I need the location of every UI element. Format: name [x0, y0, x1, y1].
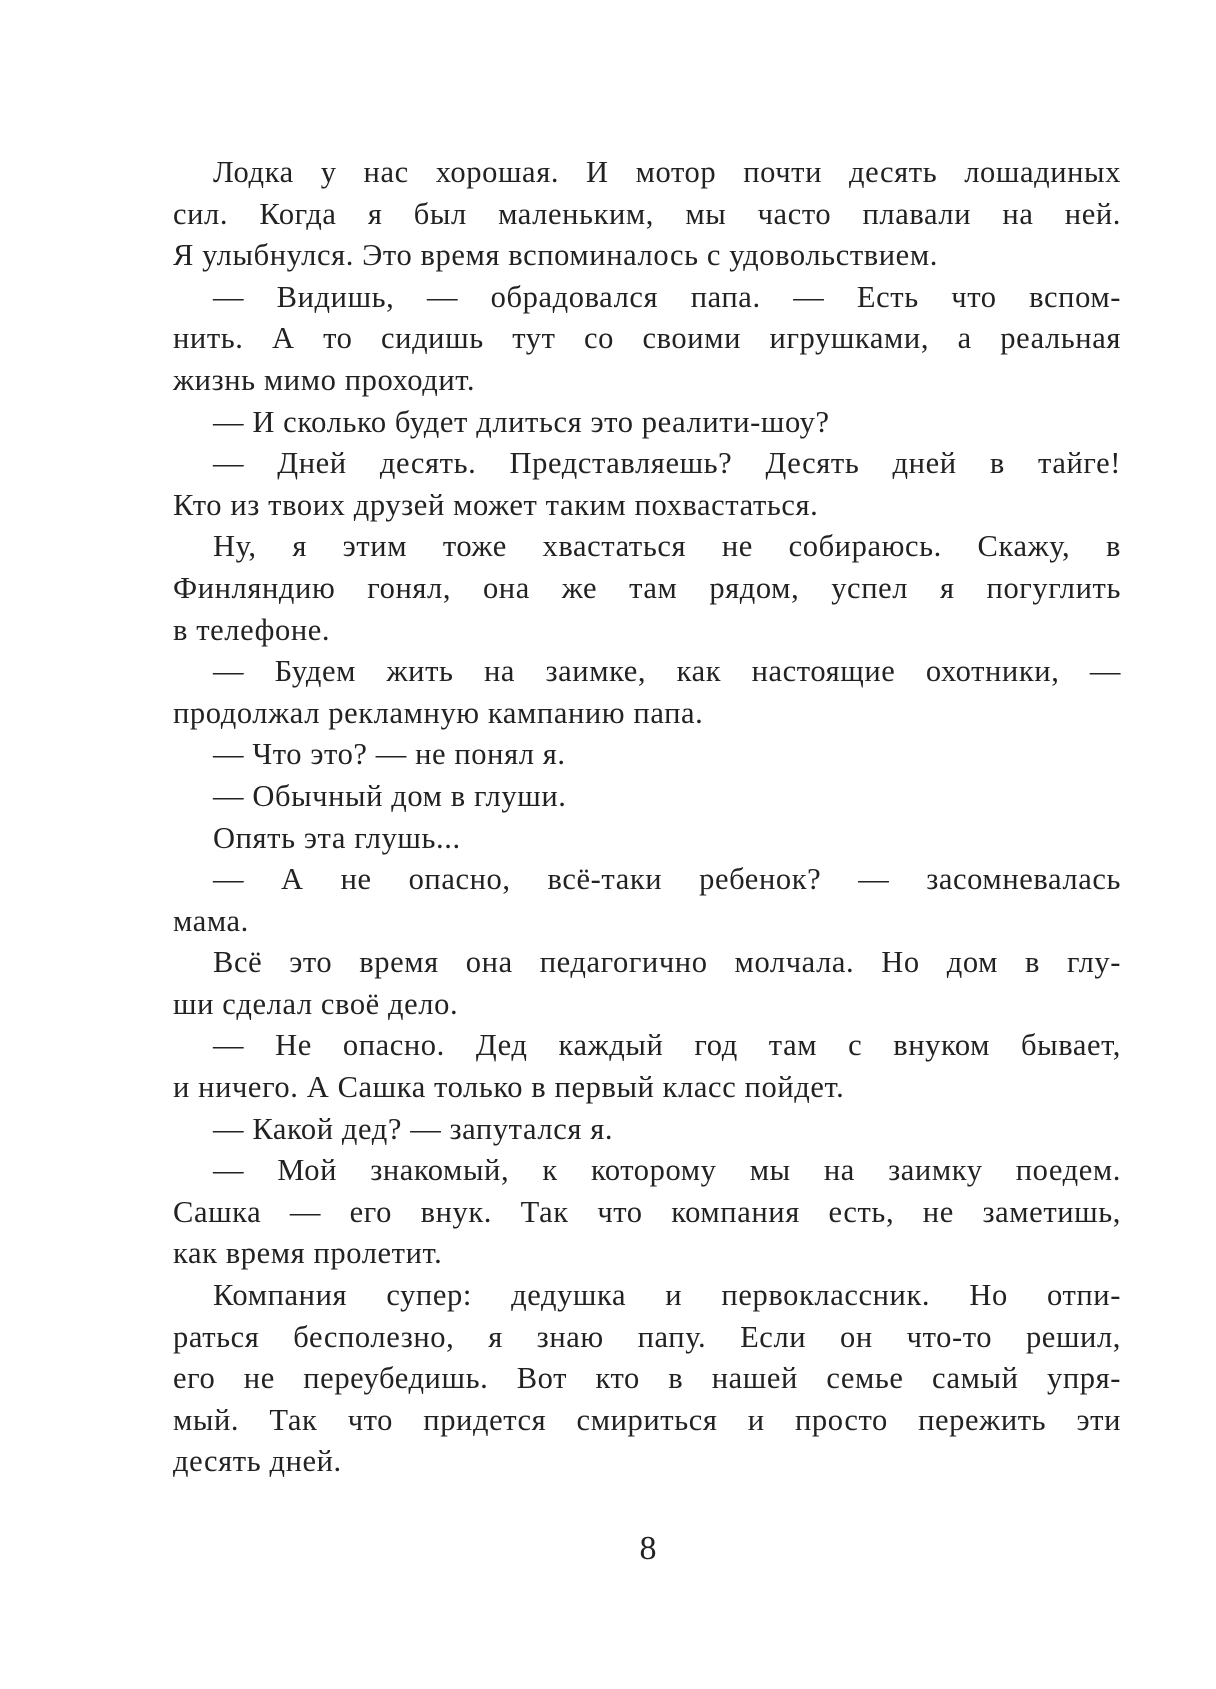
text-line: как время пролетит.	[173, 1236, 443, 1271]
text-line: — Дней десять. Представляешь? Десять дней в тайге!	[213, 446, 1121, 481]
text-line: Опять эта глушь...	[213, 820, 461, 855]
text-line: Финляндию гонял, она же там рядом, успел я погуглить	[173, 570, 1121, 605]
text-line: мама.	[173, 903, 249, 938]
text-line: Кто из твоих друзей может таким похвастаться.	[173, 487, 819, 522]
text-line: и ничего. А Сашка только в первый класс пойдет.	[173, 1070, 845, 1105]
text-line: Лодка у нас хорошая. И мотор почти десять лошадиных	[213, 155, 1121, 189]
text-line: Ну, я этим тоже хвастаться не собираюсь. Скажу, в	[213, 529, 1121, 564]
text-line: жизнь мимо проходит.	[173, 362, 476, 397]
text-line: — А не опасно, всё-таки ребенок? — засомневалась	[213, 862, 1121, 897]
text-line: — Не опасно. Дед каждый год там с внуком бывает,	[213, 1028, 1121, 1063]
text-line: мый. Так что придется смириться и просто пережить эти	[173, 1402, 1121, 1437]
page-number: 8	[639, 1530, 657, 1567]
text-line: Я улыбнулся. Это время вспоминалось с удовольствием.	[173, 238, 938, 273]
text-line: в телефоне.	[173, 612, 331, 647]
text-line: — Будем жить на заимке, как настоящие охотники, —	[213, 654, 1121, 689]
text-line: ши сделал своё дело.	[173, 986, 459, 1021]
text-line: Сашка — его внук. Так что компания есть, не заметишь,	[173, 1194, 1121, 1229]
text-line: — Мой знакомый, к которому мы на заимку поедем.	[213, 1153, 1121, 1188]
text-line: Компания супер: дедушка и первоклассник. Но отпи-	[213, 1278, 1121, 1313]
text-line: его не переубедишь. Вот кто в нашей семье самый упря-	[173, 1361, 1121, 1396]
text-line: нить. А то сидишь тут со своими игрушками, а реальная	[173, 321, 1121, 356]
text-line: продолжал рекламную кампанию папа.	[173, 695, 704, 730]
text-line: — Обычный дом в глуши.	[213, 778, 567, 813]
text-line: — Какой дед? — запутался я.	[213, 1111, 614, 1146]
text-line: раться бесполезно, я знаю папу. Если он что-то решил,	[173, 1319, 1121, 1354]
body-text	[173, 152, 1121, 1483]
text-line: десять дней.	[173, 1444, 342, 1479]
text-line: сил. Когда я был маленьким, мы часто плавали на ней.	[173, 196, 1121, 231]
text-line: — Что это? — не понял я.	[213, 737, 566, 772]
text-line: — Видишь, — обрадовался папа. — Есть что вспом-	[213, 279, 1121, 314]
text-line: — И сколько будет длиться это реалити-шоу?	[213, 404, 830, 439]
text-line: Всё это время она педагогично молчала. Но дом в глу-	[213, 945, 1121, 980]
